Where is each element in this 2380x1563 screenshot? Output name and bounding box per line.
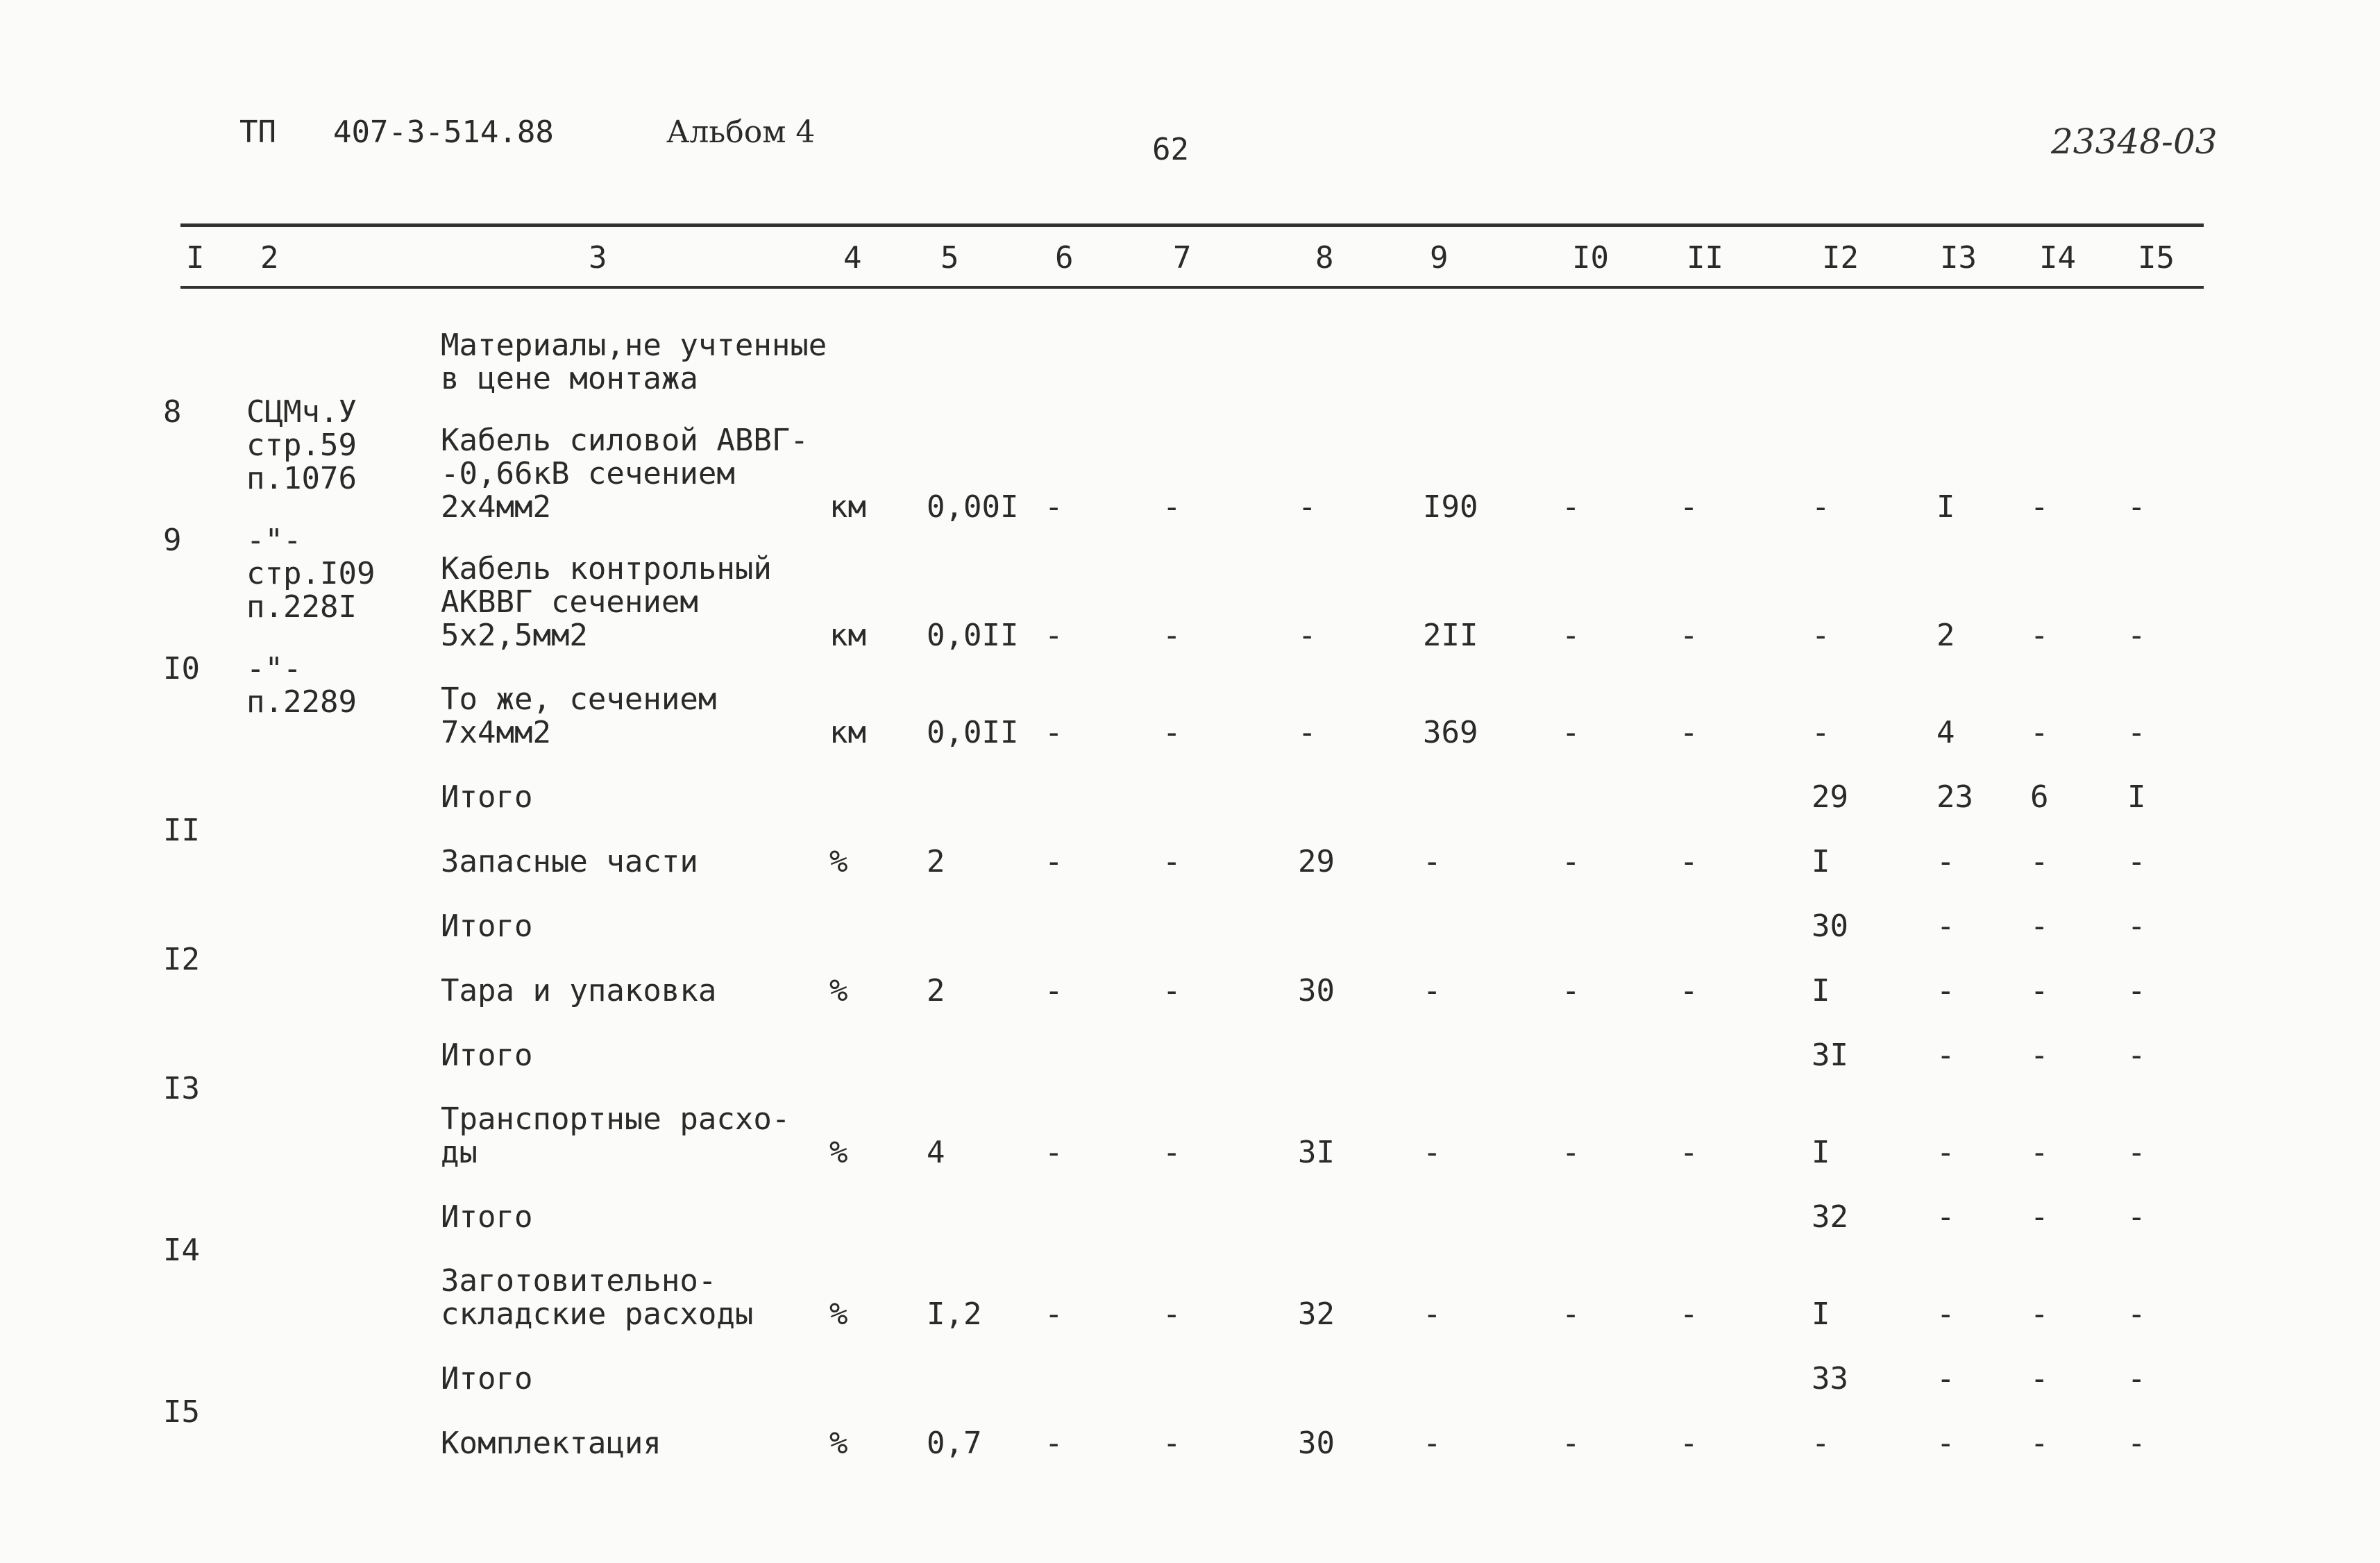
- unit-cell: [829, 879, 927, 943]
- col-10-cell: -: [1562, 973, 1580, 1008]
- col-13-cell: 23: [1936, 779, 1973, 815]
- col-6-cell: -: [1045, 618, 1063, 653]
- col-12-cell: -: [1812, 715, 1830, 750]
- row-number-cell: I5: [163, 1394, 200, 1430]
- quantity-cell: I,2: [927, 1296, 982, 1332]
- quantity-cell: [927, 1008, 1045, 1072]
- col-11-cell: [1680, 879, 1812, 943]
- col-14-cell: -: [2030, 715, 2049, 750]
- item-name-cell: Итого: [441, 909, 533, 944]
- col-11-cell: [1680, 298, 1812, 396]
- table-row: [163, 298, 2204, 396]
- col-6-cell: [1045, 1169, 1163, 1234]
- col-13-cell: -: [1936, 1199, 1955, 1235]
- col-6-cell: -: [1045, 1135, 1063, 1170]
- col-7-cell: -: [1163, 1426, 1181, 1461]
- col-8-cell: -: [1298, 489, 1317, 525]
- series-label: ТП: [239, 115, 276, 150]
- table-row: [163, 879, 2204, 943]
- norm-reference-cell: [246, 814, 441, 879]
- norm-reference-cell: [246, 1234, 441, 1331]
- col-13-cell: 4: [1936, 715, 1955, 750]
- item-name-cell: Транспортные расхо- ды: [441, 1101, 791, 1170]
- item-name-cell: Тара и упаковка: [441, 973, 717, 1008]
- unit-cell: км: [829, 618, 866, 653]
- item-name-cell: Запасные части: [441, 844, 698, 879]
- col-6-cell: -: [1045, 1296, 1063, 1332]
- col-12-cell: 29: [1812, 779, 1848, 815]
- estimate-table: [163, 298, 2204, 1460]
- row-number-cell: [163, 879, 246, 943]
- col-10-cell: -: [1562, 1426, 1580, 1461]
- col-13-cell: -: [1936, 1038, 1955, 1073]
- table-row: [163, 1008, 2204, 1072]
- col-11-cell: -: [1680, 715, 1698, 750]
- colnum-10: I0: [1572, 240, 1609, 276]
- col-11-cell: -: [1680, 844, 1698, 879]
- colnum-8: 8: [1315, 240, 1334, 276]
- col-7-cell: -: [1163, 1135, 1181, 1170]
- col-7-cell: [1163, 879, 1298, 943]
- col-9-cell: -: [1423, 1296, 1442, 1332]
- col-13-cell: -: [1936, 909, 1955, 944]
- colnum-11: II: [1687, 240, 1723, 276]
- header-bottom-rule: [180, 286, 2204, 289]
- row-number-cell: [163, 750, 246, 814]
- archive-number: 23348-03: [2051, 121, 2218, 162]
- col-9-cell: [1423, 1169, 1562, 1234]
- col-10-cell: [1562, 750, 1680, 814]
- col-12-cell: 30: [1812, 909, 1848, 944]
- item-name-cell: Итого: [441, 779, 533, 815]
- col-10-cell: [1562, 298, 1680, 396]
- header-top-rule: [180, 223, 2204, 227]
- norm-reference-cell: [246, 1396, 441, 1460]
- col-7-cell: -: [1163, 1296, 1181, 1332]
- norm-reference-cell: [246, 943, 441, 1008]
- colnum-14: I4: [2039, 240, 2076, 276]
- col-15-cell: -: [2127, 1199, 2146, 1235]
- col-7-cell: -: [1163, 844, 1181, 879]
- col-8-cell: 3I: [1298, 1135, 1335, 1170]
- item-name-cell: Кабель контрольный АКВВГ сечением 5х2,5мм2: [441, 551, 772, 653]
- col-11-cell: [1680, 1008, 1812, 1072]
- col-15-cell: -: [2127, 1038, 2146, 1073]
- table-row: [163, 1331, 2204, 1396]
- item-name-cell: Итого: [441, 1361, 533, 1396]
- col-6-cell: [1045, 298, 1163, 396]
- item-name-cell: Итого: [441, 1199, 533, 1235]
- row-number-cell: [163, 1331, 246, 1396]
- col-12-cell: I: [1812, 844, 1830, 879]
- unit-cell: км: [829, 489, 866, 525]
- item-name-cell: Комплектация: [441, 1426, 661, 1461]
- quantity-cell: 0,0II: [927, 618, 1019, 653]
- col-7-cell: -: [1163, 715, 1181, 750]
- table-row: [163, 943, 2204, 1008]
- quantity-cell: 2: [927, 973, 945, 1008]
- col-13-cell: 2: [1936, 618, 1955, 653]
- col-9-cell: [1423, 298, 1562, 396]
- col-15-cell: -: [2127, 715, 2146, 750]
- col-12-cell: I: [1812, 1296, 1830, 1332]
- col-12-cell: I: [1812, 1135, 1830, 1170]
- col-12-cell: -: [1812, 1426, 1830, 1461]
- quantity-cell: [927, 1169, 1045, 1234]
- col-13-cell: -: [1936, 844, 1955, 879]
- project-number: 407-3-514.88: [333, 115, 554, 150]
- norm-reference-cell: [246, 298, 441, 396]
- row-number-cell: [163, 1169, 246, 1234]
- col-8-cell: [1298, 298, 1423, 396]
- col-10-cell: -: [1562, 618, 1580, 653]
- col-10-cell: -: [1562, 1296, 1580, 1332]
- table-row: [163, 750, 2204, 814]
- col-6-cell: [1045, 1331, 1163, 1396]
- col-14-cell: -: [2030, 618, 2049, 653]
- table-row: [163, 814, 2204, 879]
- col-10-cell: [1562, 1331, 1680, 1396]
- table-body: [163, 298, 2204, 1460]
- unit-cell: [829, 1169, 927, 1234]
- col-10-cell: -: [1562, 1135, 1580, 1170]
- col-6-cell: [1045, 750, 1163, 814]
- col-12-cell: 32: [1812, 1199, 1848, 1235]
- col-7-cell: [1163, 1169, 1298, 1234]
- col-6-cell: -: [1045, 715, 1063, 750]
- quantity-cell: [927, 750, 1045, 814]
- col-7-cell: [1163, 750, 1298, 814]
- col-13-cell: -: [1936, 1135, 1955, 1170]
- colnum-7: 7: [1173, 240, 1192, 276]
- unit-cell: [829, 1008, 927, 1072]
- col-15-cell: -: [2127, 1135, 2146, 1170]
- col-7-cell: -: [1163, 489, 1181, 525]
- col-7-cell: -: [1163, 973, 1181, 1008]
- norm-reference-cell: [246, 1331, 441, 1396]
- col-13-cell: -: [1936, 973, 1955, 1008]
- col-6-cell: -: [1045, 489, 1063, 525]
- col-8-cell: [1298, 1331, 1423, 1396]
- col-14-cell: -: [2030, 1296, 2049, 1332]
- row-number-cell: [163, 298, 246, 396]
- col-15-cell: -: [2127, 844, 2146, 879]
- col-8-cell: [1298, 1169, 1423, 1234]
- quantity-cell: 2: [927, 844, 945, 879]
- col-15-cell: [2127, 298, 2204, 396]
- row-number-cell: II: [163, 813, 200, 848]
- col-13-cell: -: [1936, 1296, 1955, 1332]
- table-row: [163, 1072, 2204, 1169]
- col-11-cell: -: [1680, 973, 1698, 1008]
- col-15-cell: -: [2127, 973, 2146, 1008]
- row-number-cell: [163, 1008, 246, 1072]
- colnum-2: 2: [260, 240, 279, 276]
- colnum-4: 4: [843, 240, 862, 276]
- norm-reference-cell: [246, 1169, 441, 1234]
- item-name-cell: То же, сечением 7х4мм2: [441, 682, 717, 750]
- col-9-cell: [1423, 1331, 1562, 1396]
- col-8-cell: -: [1298, 715, 1317, 750]
- norm-reference-cell: [246, 1072, 441, 1169]
- col-14-cell: -: [2030, 1361, 2049, 1396]
- col-9-cell: -: [1423, 844, 1442, 879]
- col-8-cell: [1298, 750, 1423, 814]
- col-6-cell: [1045, 1008, 1163, 1072]
- col-14-cell: -: [2030, 973, 2049, 1008]
- table-row: [163, 1169, 2204, 1234]
- item-name-cell: Кабель силовой АВВГ- -0,66кВ сечением 2х4мм2: [441, 423, 809, 525]
- unit-cell: %: [829, 1296, 848, 1332]
- colnum-1: I: [186, 240, 205, 276]
- col-10-cell: [1562, 1008, 1680, 1072]
- col-14-cell: 6: [2030, 779, 2049, 815]
- col-9-cell: [1423, 750, 1562, 814]
- col-9-cell: -: [1423, 973, 1442, 1008]
- col-14-cell: -: [2030, 1426, 2049, 1461]
- col-13-cell: I: [1936, 489, 1955, 525]
- col-10-cell: -: [1562, 844, 1580, 879]
- col-11-cell: [1680, 750, 1812, 814]
- col-11-cell: -: [1680, 1296, 1698, 1332]
- unit-cell: %: [829, 1426, 848, 1461]
- col-11-cell: [1680, 1169, 1812, 1234]
- quantity-cell: 0,0II: [927, 715, 1019, 750]
- col-7-cell: [1163, 1008, 1298, 1072]
- col-7-cell: -: [1163, 618, 1181, 653]
- table-row: [163, 1396, 2204, 1460]
- norm-reference-cell: [246, 1008, 441, 1072]
- col-15-cell: I: [2127, 779, 2146, 815]
- col-10-cell: [1562, 1169, 1680, 1234]
- col-13-cell: -: [1936, 1361, 1955, 1396]
- col-12-cell: 33: [1812, 1361, 1848, 1396]
- col-9-cell: [1423, 1008, 1562, 1072]
- norm-reference-cell: СЦМч.У стр.59 п.1076: [246, 394, 357, 496]
- col-9-cell: [1423, 879, 1562, 943]
- col-9-cell: -: [1423, 1426, 1442, 1461]
- unit-cell: [829, 1331, 927, 1396]
- colnum-13: I3: [1940, 240, 1977, 276]
- colnum-15: I5: [2138, 240, 2175, 276]
- page-number: 62: [1152, 132, 1189, 167]
- row-number-cell: 8: [163, 394, 182, 430]
- col-10-cell: -: [1562, 715, 1580, 750]
- col-9-cell: 2II: [1423, 618, 1478, 653]
- item-name-cell: Итого: [441, 1038, 533, 1073]
- col-15-cell: -: [2127, 1361, 2146, 1396]
- norm-reference-cell: [246, 750, 441, 814]
- col-12-cell: -: [1812, 618, 1830, 653]
- col-8-cell: 30: [1298, 973, 1335, 1008]
- col-14-cell: -: [2030, 489, 2049, 525]
- table-row: [163, 1234, 2204, 1331]
- col-11-cell: -: [1680, 1135, 1698, 1170]
- col-14-cell: [2030, 298, 2127, 396]
- col-8-cell: 30: [1298, 1426, 1335, 1461]
- col-10-cell: -: [1562, 489, 1580, 525]
- col-7-cell: [1163, 298, 1298, 396]
- quantity-cell: 0,7: [927, 1426, 982, 1461]
- col-13-cell: [1936, 298, 2030, 396]
- col-12-cell: I: [1812, 973, 1830, 1008]
- norm-reference-cell: -"- п.2289: [246, 651, 357, 720]
- col-11-cell: [1680, 1331, 1812, 1396]
- unit-cell: [829, 750, 927, 814]
- table-row: [163, 396, 2204, 524]
- norm-reference-cell: -"- стр.I09 п.228I: [246, 523, 375, 625]
- norm-reference-cell: [246, 879, 441, 943]
- col-6-cell: -: [1045, 844, 1063, 879]
- col-7-cell: [1163, 1331, 1298, 1396]
- col-12-cell: [1812, 298, 1936, 396]
- col-11-cell: -: [1680, 1426, 1698, 1461]
- col-11-cell: -: [1680, 618, 1698, 653]
- col-9-cell: -: [1423, 1135, 1442, 1170]
- unit-cell: %: [829, 1135, 848, 1170]
- col-8-cell: [1298, 879, 1423, 943]
- col-15-cell: -: [2127, 489, 2146, 525]
- album-label: Альбом 4: [666, 115, 816, 150]
- col-13-cell: -: [1936, 1426, 1955, 1461]
- col-6-cell: -: [1045, 1426, 1063, 1461]
- col-6-cell: [1045, 879, 1163, 943]
- unit-cell: %: [829, 844, 848, 879]
- col-9-cell: 369: [1423, 715, 1478, 750]
- unit-cell: %: [829, 973, 848, 1008]
- col-14-cell: -: [2030, 1199, 2049, 1235]
- col-15-cell: -: [2127, 1426, 2146, 1461]
- quantity-cell: 4: [927, 1135, 945, 1170]
- quantity-cell: [927, 879, 1045, 943]
- col-14-cell: -: [2030, 1038, 2049, 1073]
- row-number-cell: I4: [163, 1233, 200, 1268]
- quantity-cell: 0,00I: [927, 489, 1019, 525]
- col-15-cell: -: [2127, 909, 2146, 944]
- colnum-6: 6: [1055, 240, 1074, 276]
- colnum-9: 9: [1430, 240, 1449, 276]
- quantity-cell: [927, 298, 1045, 396]
- item-name-cell: Материалы,не учтенные в цене монтажа: [441, 328, 827, 396]
- row-number-cell: I2: [163, 942, 200, 977]
- col-12-cell: -: [1812, 489, 1830, 525]
- col-6-cell: -: [1045, 973, 1063, 1008]
- colnum-12: I2: [1822, 240, 1859, 276]
- table-row: [163, 652, 2204, 750]
- quantity-cell: [927, 1331, 1045, 1396]
- col-14-cell: -: [2030, 1135, 2049, 1170]
- row-number-cell: 9: [163, 523, 182, 558]
- row-number-cell: I0: [163, 651, 200, 686]
- colnum-3: 3: [589, 240, 607, 276]
- table-row: [163, 524, 2204, 652]
- colnum-5: 5: [940, 240, 959, 276]
- col-10-cell: [1562, 879, 1680, 943]
- col-8-cell: [1298, 1008, 1423, 1072]
- col-14-cell: -: [2030, 909, 2049, 944]
- col-15-cell: -: [2127, 618, 2146, 653]
- col-12-cell: 3I: [1812, 1038, 1848, 1073]
- col-8-cell: 32: [1298, 1296, 1335, 1332]
- col-14-cell: -: [2030, 844, 2049, 879]
- col-15-cell: -: [2127, 1296, 2146, 1332]
- row-number-cell: I3: [163, 1071, 200, 1106]
- item-name-cell: Заготовительно- складские расходы: [441, 1263, 754, 1332]
- unit-cell: км: [829, 715, 866, 750]
- col-11-cell: -: [1680, 489, 1698, 525]
- col-8-cell: 29: [1298, 844, 1335, 879]
- col-8-cell: -: [1298, 618, 1317, 653]
- col-9-cell: I90: [1423, 489, 1478, 525]
- unit-cell: [829, 298, 927, 396]
